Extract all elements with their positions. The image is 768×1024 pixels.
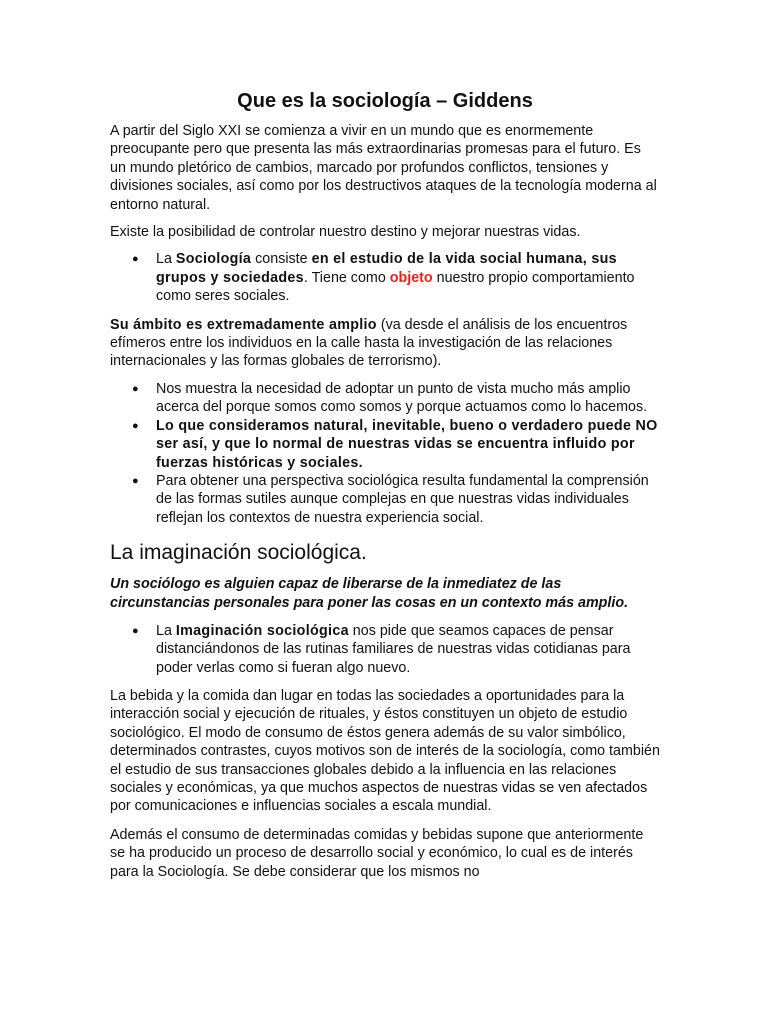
list-item: ● Para obtener una perspectiva sociológica resulta fundamental la comprensión de las formas sutiles aunque complejas en que nuestras vidas individuales reflejan los contextos de nuestra experiencia social. <box>132 472 649 526</box>
highlight-word: objeto <box>389 269 433 286</box>
bullet-icon: ● <box>132 253 139 266</box>
quote-paragraph: Un sociólogo es alguien capaz de liberarse de la inmediatez de las circunstancias personales para poner las cosas en un contexto más amplio. <box>110 576 629 611</box>
bullet-icon: ● <box>132 382 139 395</box>
page-title: Que es la sociología – Giddens <box>237 90 533 112</box>
list-item: ● Nos muestra la necesidad de adoptar un punto de vista mucho más amplio acerca del porque somos como somos y porque actuamos como lo hacemos. <box>132 380 648 416</box>
bullet-icon: ● <box>132 419 139 432</box>
perspective-list <box>110 380 660 527</box>
consumption-paragraph: Además el consumo de determinadas comidas y bebidas supone que anteriormente se ha producido un proceso de desarrollo social y económico, lo cual es de interés para la Sociología. Se debe considerar que los mismos no <box>110 826 644 880</box>
document-page <box>110 0 660 881</box>
section-heading: La imaginación sociológica. <box>110 541 367 565</box>
destiny-paragraph: Existe la posibilidad de controlar nuestro destino y mejorar nuestras vidas. <box>110 224 581 241</box>
bullet-icon: ● <box>132 624 139 637</box>
list-item: ● Lo que consideramos natural, inevitable, bueno o verdadero puede NO ser así, y que lo normal de nuestras vidas se encuentra influido por fuerzas históricas y sociales. <box>132 417 658 471</box>
list-item: ● La Sociología consiste en el estudio de la vida social humana, sus grupos y sociedades. Tiene como objeto nuestro propio comportamiento como seres sociales. <box>132 251 635 305</box>
bullet-icon: ● <box>132 474 139 487</box>
imagination-list <box>110 622 660 677</box>
intro-paragraph: A partir del Siglo XXI se comienza a vivir en un mundo que es enormemente preocupante pero que presenta las más extraordinarias promesas para el futuro. Es un mundo pletórico de cambios, marcado por profundos conflictos, tensiones y divisiones sociales, así como por los destructivos ataques de la tecnología moderna al entorno natural. <box>110 123 657 213</box>
list-item: ● La Imaginación sociológica nos pide que seamos capaces de pensar distanciándonos de las rutinas familiares de nuestras vidas cotidianas para poder verlas como si fueran algo nuevo. <box>132 622 631 676</box>
food-paragraph: La bebida y la comida dan lugar en todas las sociedades a oportunidades para la interacción social y ejecución de rituales, y éstos constituyen un objeto de estudio sociológico. El modo de consumo de éstos genera además de su valor simbólico, determinados contrastes, cuyos motivos son de interés de la sociología, como también el estudio de sus transacciones globales debido a la influencia en las relaciones sociales y económicas, ya que muchos aspectos de nuestras vidas se ven afectados por comunicaciones e influencias sociales a escala mundial. <box>110 687 660 815</box>
definition-list <box>110 250 660 305</box>
scope-paragraph: Su ámbito es extremadamente amplio (va desde el análisis de los encuentros efímeros entre los individuos en la calle hasta la investigación de las relaciones internacionales y las formas globales de terrorismo). <box>110 316 628 370</box>
